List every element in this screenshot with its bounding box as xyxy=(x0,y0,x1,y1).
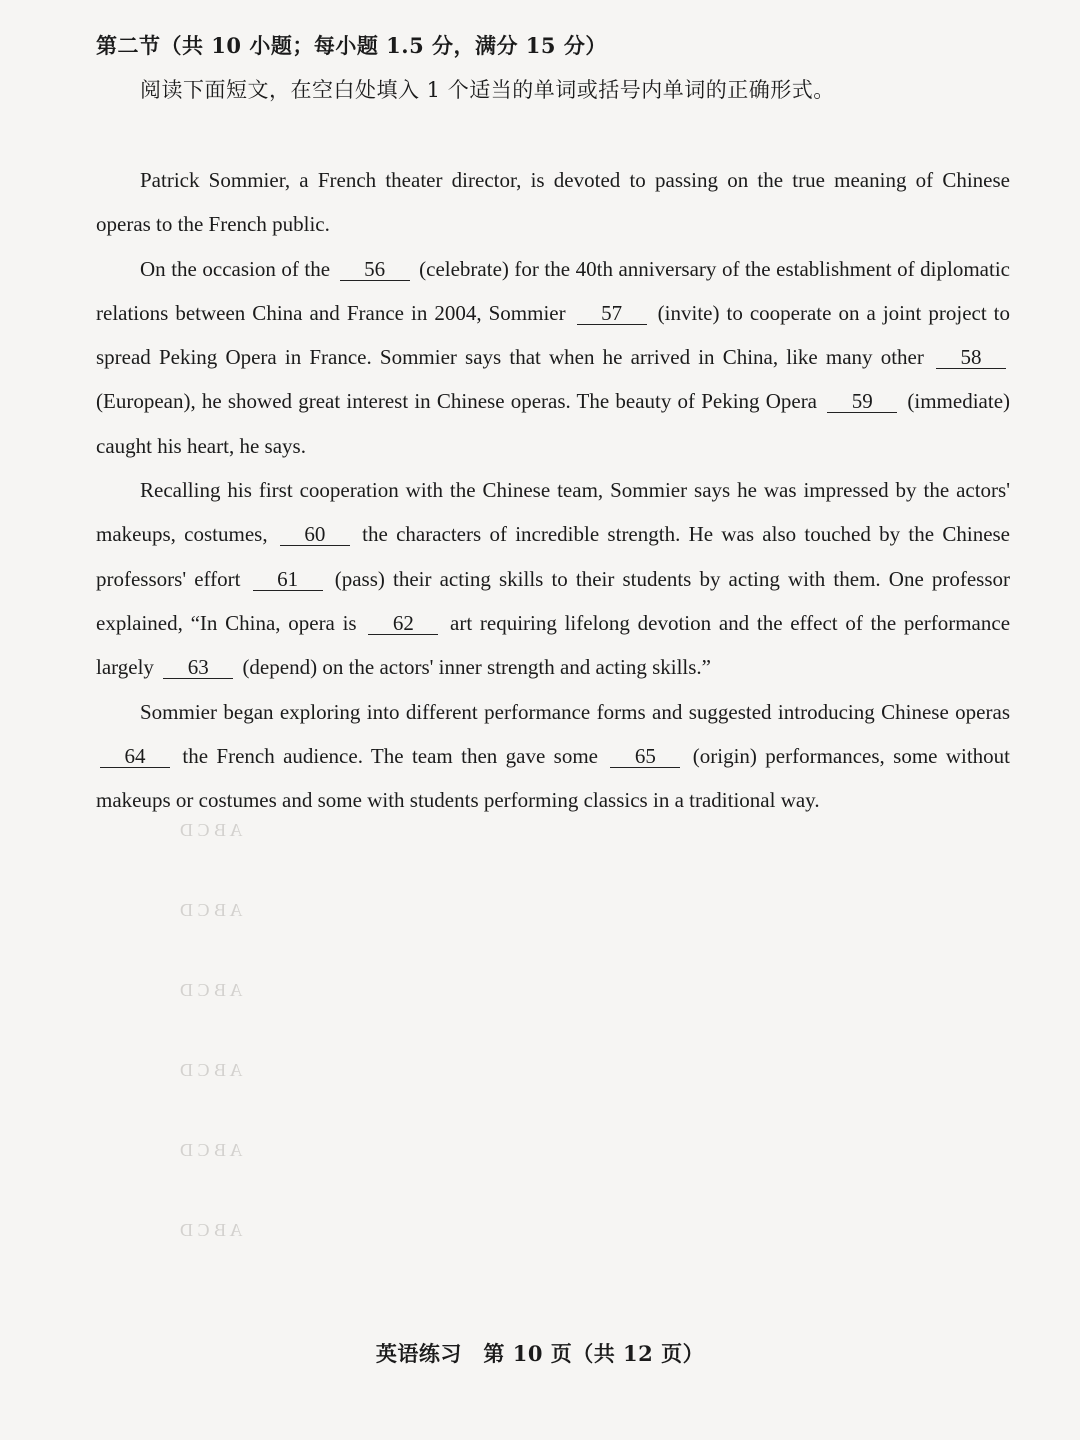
passage-text: (origin) performances, some without makeups or costumes and some with students performing classics in a traditional way. xyxy=(96,743,1011,813)
passage-text: (pass) their acting skills to their students by acting with them. One professor explained, “In China, opera is xyxy=(96,566,1011,635)
passage-text: art requiring lifelong devotion and the effect of the performance largely xyxy=(96,610,1011,680)
blank-59[interactable]: 59 xyxy=(827,390,897,413)
blank-57[interactable]: 57 xyxy=(577,302,647,325)
blank-64[interactable]: 64 xyxy=(100,745,170,768)
bleed-through-decoration: A B C D xyxy=(180,1220,243,1240)
passage-text: Recalling his first cooperation with the Chinese team, Sommier says he was impressed by the actors' makeups, costumes, xyxy=(96,478,1010,547)
paragraph-4 xyxy=(96,690,1010,823)
paragraph-2 xyxy=(96,247,1010,468)
bleed-through-decoration: A B C D xyxy=(180,900,243,920)
passage xyxy=(96,158,1010,822)
blank-65[interactable]: 65 xyxy=(610,745,680,768)
passage-text: (invite) to cooperate on a joint project to spread Peking Opera in France. Sommier says that when he arrived in China, like many other xyxy=(96,300,1011,370)
passage-text: (immediate) caught his heart, he says. xyxy=(96,389,1011,458)
blank-60[interactable]: 60 xyxy=(280,523,350,546)
passage-text: Sommier began exploring into different performance forms and suggested introducing Chinese operas xyxy=(140,699,1010,724)
blank-63[interactable]: 63 xyxy=(163,656,233,679)
passage-text: (European), he showed great interest in Chinese operas. The beauty of Peking Opera xyxy=(96,389,818,414)
passage-text: (celebrate) for the 40th anniversary of the establishment of diplomatic relations between China and France in 2004, Sommier xyxy=(96,256,1010,325)
page-footer: 英语练习 第 10 页（共 12 页） xyxy=(375,1341,705,1366)
section-header: 第二节（共 10 小题；每小题 1.5 分，满分 15 分） xyxy=(96,33,607,58)
passage-text: On the occasion of the xyxy=(140,256,331,281)
blank-62[interactable]: 62 xyxy=(368,612,438,635)
passage-text: Patrick Sommier, a French theater director, is devoted to passing on the true meaning of Chinese operas to the French public. xyxy=(96,168,1010,237)
paragraph-1 xyxy=(96,158,1010,247)
bleed-through-decoration: A B C D xyxy=(180,820,243,840)
blank-58[interactable]: 58 xyxy=(936,346,1006,369)
passage-text: (depend) on the actors' inner strength and acting skills.” xyxy=(242,655,711,680)
instructions: 阅读下面短文，在空白处填入 1 个适当的单词或括号内单词的正确形式。 xyxy=(140,78,835,102)
passage-text: the French audience. The team then gave some xyxy=(182,743,598,768)
bleed-through-decoration: A B C D xyxy=(180,980,243,1000)
paragraph-3 xyxy=(96,468,1010,689)
blank-56[interactable]: 56 xyxy=(340,258,410,281)
bleed-through-decoration: A B C D xyxy=(180,1060,243,1080)
blank-61[interactable]: 61 xyxy=(253,568,323,591)
bleed-through-decoration: A B C D xyxy=(180,1140,243,1160)
passage-text: the characters of incredible strength. He was also touched by the Chinese professors' effort xyxy=(96,522,1011,591)
